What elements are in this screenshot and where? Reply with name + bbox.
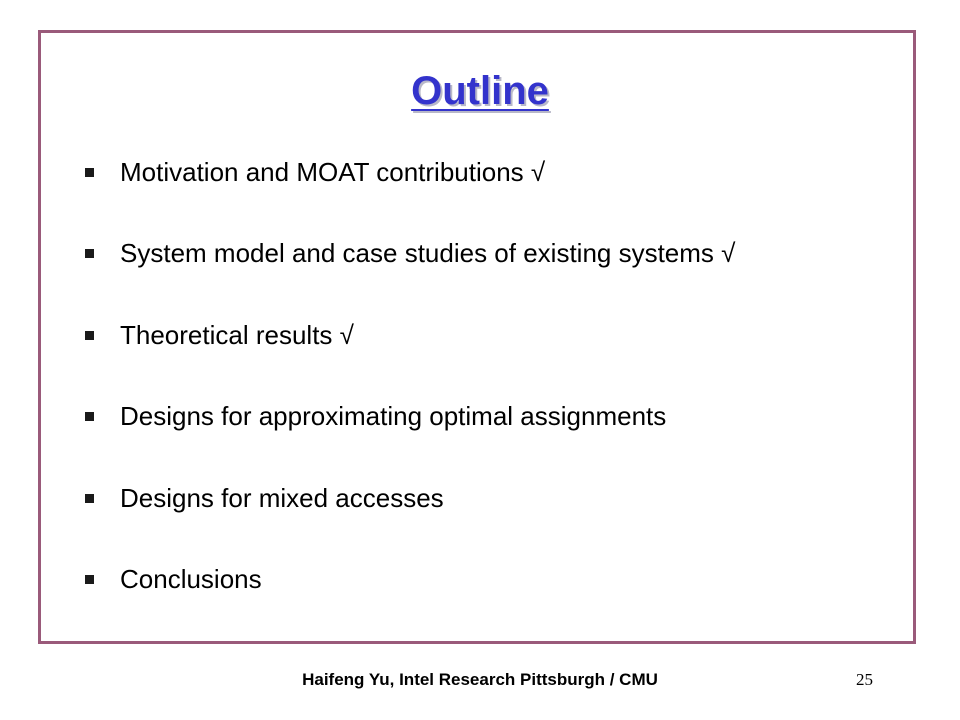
bullet-text: Designs for mixed accesses <box>120 482 444 513</box>
list-item <box>85 153 735 191</box>
list-item <box>85 561 735 599</box>
slide-title: Outline <box>411 69 549 113</box>
bullet-text: Motivation and MOAT contributions √ <box>120 156 546 187</box>
list-item <box>85 398 735 436</box>
slide-frame <box>38 30 916 644</box>
bullet-text: Designs for approximating optimal assignments <box>120 401 667 431</box>
square-bullet-icon <box>85 412 94 421</box>
square-bullet-icon <box>85 331 94 340</box>
bullet-text: System model and case studies of existing systems √ <box>120 238 736 268</box>
list-item <box>85 479 735 517</box>
page-number: 25 <box>856 670 873 689</box>
bullet-text: Conclusions <box>120 564 262 594</box>
outline-list <box>85 153 735 642</box>
square-bullet-icon <box>85 575 94 584</box>
bullet-text: Theoretical results √ <box>120 319 354 350</box>
list-item <box>85 316 735 354</box>
square-bullet-icon <box>85 494 94 503</box>
square-bullet-icon <box>85 249 94 258</box>
list-item <box>85 235 735 273</box>
footer-credit: Haifeng Yu, Intel Research Pittsburgh / CMU <box>302 670 658 689</box>
square-bullet-icon <box>85 168 94 177</box>
